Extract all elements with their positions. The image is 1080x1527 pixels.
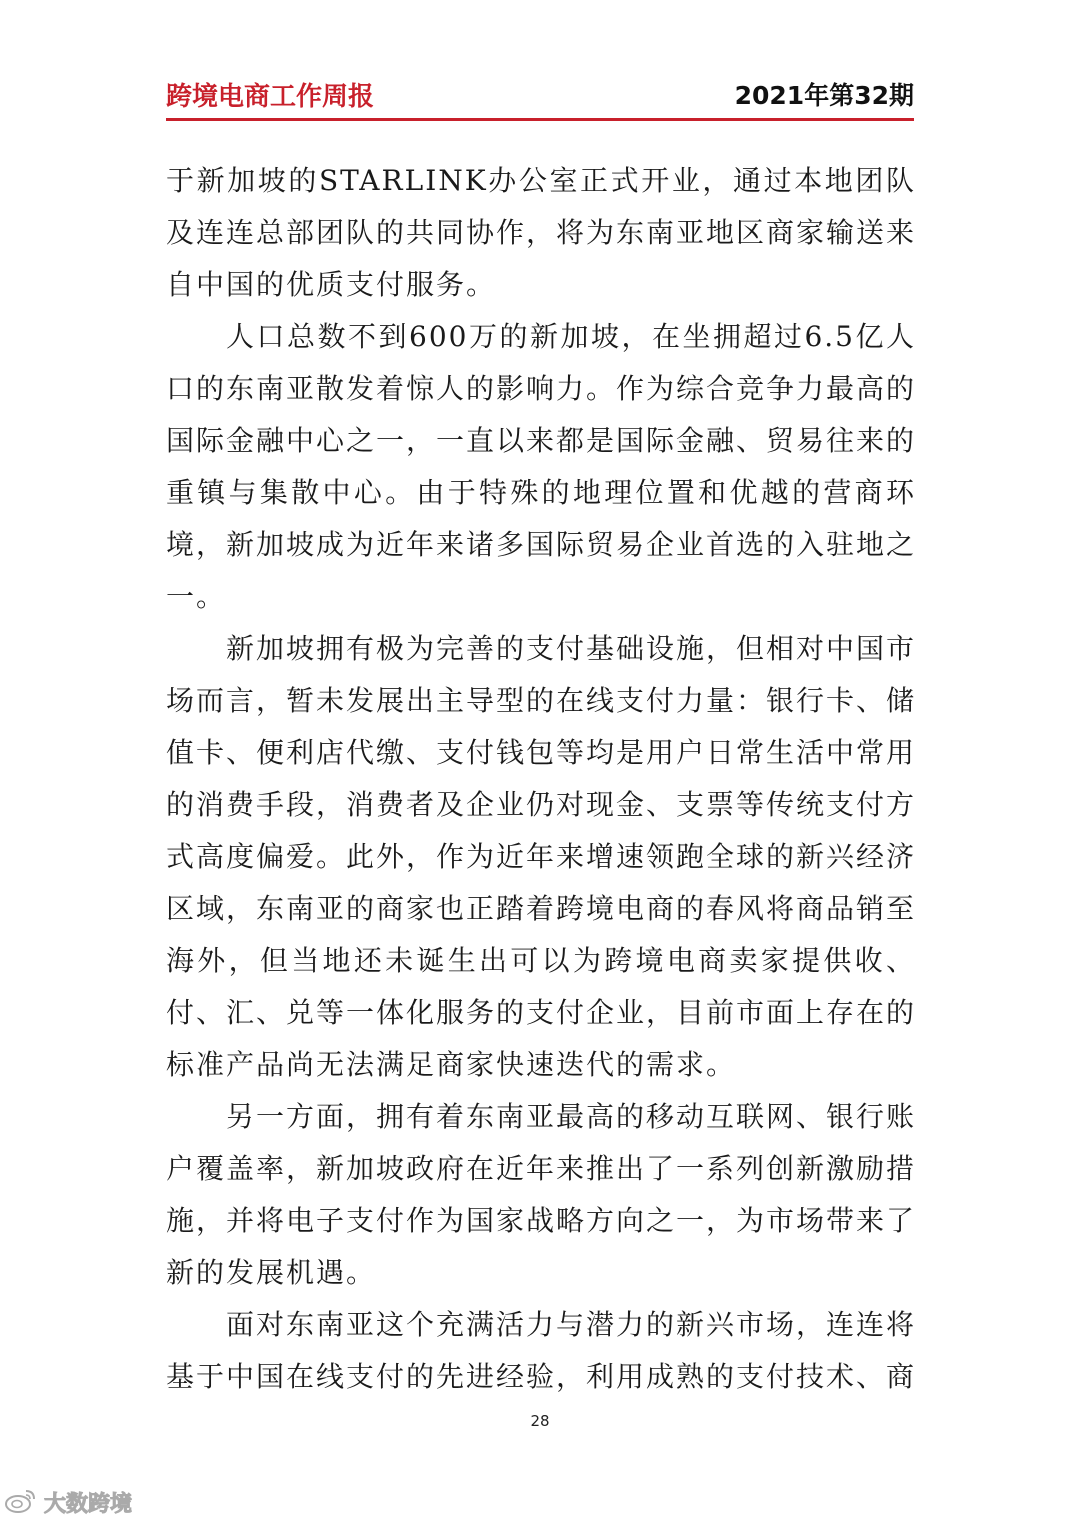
header-divider [166,118,914,121]
paragraph: 新加坡拥有极为完善的支付基础设施，但相对中国市场而言，暂未发展出主导型的在线支付力量：银行卡、储值卡、便利店代缴、支付钱包等均是用户日常生活中常用的消费手段，消费者及企业仍对现金、支票等传统支付方式高度偏爱。此外，作为近年来增速领跑全球的新兴经济区域，东南亚的商家也正踏着跨境电商的春风将商品销至海外，但当地还未诞生出可以为跨境电商卖家提供收、付、汇、兑等一体化服务的支付企业，目前市面上存在的标准产品尚无法满足商家快速迭代的需求。 [166,632,917,1081]
article-body [166,155,916,1403]
paragraph: 人口总数不到600万的新加坡，在坐拥超过6.5亿人口的东南亚散发着惊人的影响力。作为综合竞争力最高的国际金融中心之一，一直以来都是国际金融、贸易往来的重镇与集散中心。由于特殊的地理位置和优越的营商环境，新加坡成为近年来诸多国际贸易企业首选的入驻地之一。 [166,320,917,613]
paragraph: 面对东南亚这个充满活力与潜力的新兴市场，连连将基于中国在线支付的先进经验，利用成熟的支付技术、商 [166,1308,917,1393]
report-title: 跨境电商工作周报 [166,82,375,112]
weibo-logo-icon [4,1485,38,1519]
paragraph-continuation: 于新加坡的STARLINK办公室正式开业，通过本地团队及连连总部团队的共同协作，将为东南亚地区商家输送来自中国的优质支付服务。 [166,164,917,301]
page-number: 28 [530,1412,550,1430]
watermark-text: 大数跨境 [44,1491,133,1517]
watermark [4,1484,132,1520]
issue-number: 2021年第32期 [734,81,914,110]
paragraph: 另一方面，拥有着东南亚最高的移动互联网、银行账户覆盖率，新加坡政府在近年来推出了一系列创新激励措施，并将电子支付作为国家战略方向之一，为市场带来了新的发展机遇。 [166,1100,917,1289]
page-header [166,72,914,116]
